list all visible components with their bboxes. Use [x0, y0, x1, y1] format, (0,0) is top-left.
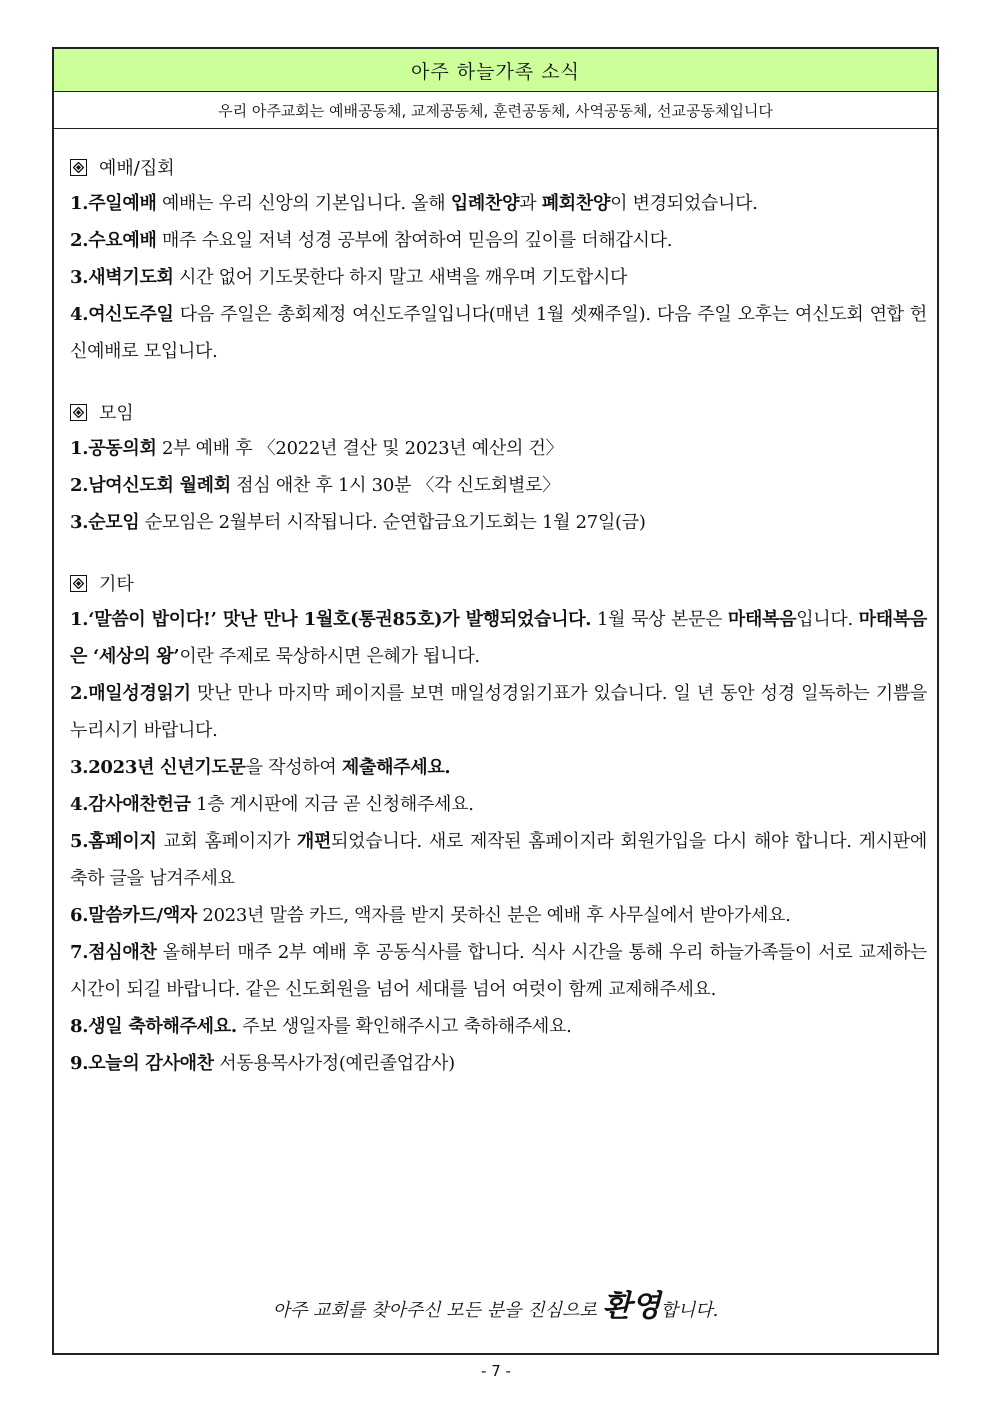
section-heading-text: 예배/집회 — [99, 158, 175, 179]
item-text: 을 작성하여 — [245, 757, 342, 778]
item-text: 되었습니다. 새로 제작된 홈페이지라 회원가입을 다시 해야 합니다. 게시판에 축하 글을 남겨주세요 — [70, 831, 927, 889]
news-item — [70, 897, 927, 934]
news-item — [70, 675, 927, 749]
item-text: 순모임은 2월부터 시작됩니다. 순연합금요기도회는 1월 27일(금) — [139, 512, 646, 533]
item-text: 2023년 말씀 카드, 액자를 받지 못하신 분은 예배 후 사무실에서 받아가세요. — [197, 905, 791, 926]
news-item — [70, 222, 927, 259]
item-text: 교회 홈페이지가 — [156, 831, 297, 852]
item-keyword: 마태복음은 ‘세상의 왕’ — [70, 609, 927, 667]
section-heading-text: 모임 — [99, 403, 134, 424]
section-heading-text: 기타 — [99, 574, 134, 595]
news-item — [70, 259, 927, 296]
item-text: 2부 예배 후 〈2022년 결산 및 2023년 예산의 건〉 — [156, 438, 564, 459]
section — [70, 149, 927, 370]
welcome-text-after: 합니다. — [660, 1300, 719, 1321]
diamond-box-icon — [70, 575, 87, 592]
diamond-box-icon — [70, 404, 87, 421]
item-text: 이란 주제로 묵상하시면 은혜가 됩니다. — [179, 646, 480, 667]
item-text: 주보 생일자를 확인해주시고 축하해주세요. — [236, 1016, 572, 1037]
item-keyword: 입례찬양 — [450, 193, 520, 214]
news-item — [70, 1045, 927, 1082]
news-item — [70, 601, 927, 675]
page-subtitle: 우리 아주교회는 예배공동체, 교제공동체, 훈련공동체, 사역공동체, 선교공동체입니다 — [54, 92, 937, 129]
news-item — [70, 467, 927, 504]
section — [70, 565, 927, 1082]
item-keyword: 1.‘말씀이 밥이다!’ 맛난 만나 1월호(통권85호)가 발행되었습니다. — [70, 609, 592, 630]
item-keyword: 1.주일예배 — [70, 193, 157, 214]
item-keyword: 6.말씀카드/액자 — [70, 905, 197, 926]
item-keyword: 제출해주세요. — [341, 757, 451, 778]
welcome-text-emphasis: 환영 — [602, 1289, 661, 1324]
item-text: 점심 애찬 후 1시 30분 〈각 신도회별로〉 — [230, 475, 560, 496]
section-heading — [70, 565, 927, 601]
item-keyword: 1.공동의회 — [70, 438, 157, 459]
item-keyword: 4.여신도주일 — [70, 304, 174, 325]
page-number: - 7 - — [481, 1362, 511, 1380]
section-heading — [70, 149, 927, 185]
item-text: 입니다. — [796, 609, 859, 630]
news-item — [70, 786, 927, 823]
item-text: 이 변경되었습니다. — [610, 193, 758, 214]
news-item — [70, 185, 927, 222]
item-keyword: 4.감사애찬헌금 — [70, 794, 191, 815]
item-keyword: 마태복음 — [727, 609, 797, 630]
news-item — [70, 296, 927, 370]
item-text: 과 — [519, 193, 542, 214]
item-keyword: 3.순모임 — [70, 512, 140, 533]
item-keyword: 2.남여신도회 월례회 — [70, 475, 231, 496]
item-keyword: 5.홈페이지 — [70, 831, 157, 852]
item-text: 1월 묵상 본문은 — [591, 609, 728, 630]
item-text: 1층 게시판에 지금 곧 신청해주세요. — [190, 794, 474, 815]
item-text: 서동용목사가정(예린졸업감사) — [213, 1053, 455, 1074]
section — [70, 394, 927, 541]
item-keyword: 폐회찬양 — [541, 193, 611, 214]
item-text: 다음 주일은 총회제정 여신도주일입니다(매년 1월 셋째주일). 다음 주일 오후는 여신도회 연합 헌신예배로 모입니다. — [70, 304, 927, 362]
diamond-box-icon — [70, 159, 87, 176]
news-item — [70, 430, 927, 467]
news-content — [54, 129, 937, 1082]
item-text: 매주 수요일 저녁 성경 공부에 참여하여 믿음의 깊이를 더해갑시다. — [156, 230, 673, 251]
item-keyword: 8.생일 축하해주세요. — [70, 1016, 237, 1037]
item-text: 올해부터 매주 2부 예배 후 공동식사를 합니다. 식사 시간을 통해 우리 하늘가족들이 서로 교제하는 시간이 되길 바랍니다. 같은 신도회원을 넘어 세대를 넘어 여럿이 함께 교제해주세요. — [70, 942, 927, 1000]
news-item — [70, 749, 927, 786]
item-keyword: 개편 — [296, 831, 332, 852]
item-keyword: 9.오늘의 감사애찬 — [70, 1053, 214, 1074]
item-keyword: 2.매일성경읽기 — [70, 683, 191, 704]
item-text: 시간 없어 기도못한다 하지 말고 새벽을 깨우며 기도합시다 — [173, 267, 628, 288]
news-item — [70, 504, 927, 541]
bulletin-frame — [52, 47, 939, 1355]
section-heading — [70, 394, 927, 430]
welcome-text-before: 아주 교회를 찾아주신 모든 분을 진심으로 — [272, 1300, 603, 1321]
news-item — [70, 934, 927, 1008]
news-item — [70, 1008, 927, 1045]
item-text: 예배는 우리 신앙의 기본입니다. 올해 — [156, 193, 451, 214]
page-title: 아주 하늘가족 소식 — [54, 49, 937, 92]
item-keyword: 2.수요예배 — [70, 230, 157, 251]
item-keyword: 3.2023년 신년기도문 — [70, 757, 246, 778]
welcome-message — [54, 1281, 937, 1325]
item-keyword: 3.새벽기도회 — [70, 267, 174, 288]
news-item — [70, 823, 927, 897]
item-keyword: 7.점심애찬 — [70, 942, 157, 963]
item-text: 맛난 만나 마지막 페이지를 보면 매일성경읽기표가 있습니다. 일 년 동안 성경 일독하는 기쁨을 누리시기 바랍니다. — [70, 683, 927, 741]
